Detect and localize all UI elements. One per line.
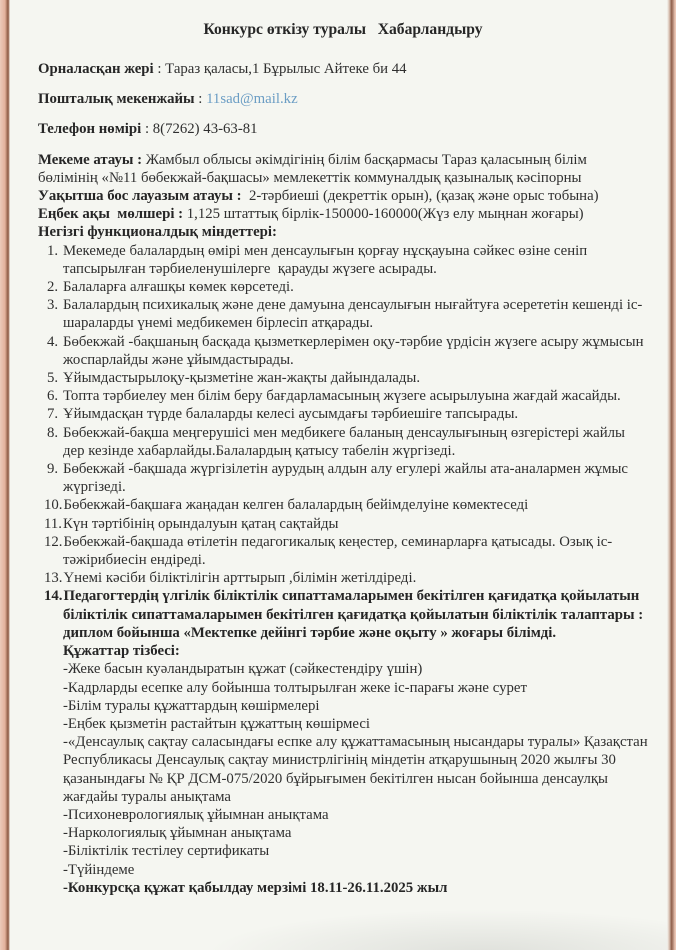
duty-item <box>38 569 648 587</box>
phone-value: : 8(7262) 43-63-81 <box>141 121 258 138</box>
duty-item <box>38 405 648 423</box>
vacancy-row <box>38 187 648 205</box>
document-list-item: -Наркологиялық ұйымнан анықтама <box>63 825 292 842</box>
duty-number: 4. <box>47 333 59 350</box>
duty-text: Күн тәртібінің орындалуын қатаң сақтайды <box>62 515 339 532</box>
duties-list <box>38 242 648 642</box>
email-separator: : <box>194 91 207 108</box>
duty-text: Мекемеде балалардың өмірі мен денсаулығын қорғау нұсқауына сәйкес өзіне сеніп тапсырылған тәрбиеленушілерге қарауды жүзеге асырады. <box>63 242 591 277</box>
salary-label: Еңбек ақы мөлшері : <box>38 206 184 223</box>
duty-number: 8. <box>47 424 59 441</box>
salary-row <box>38 205 648 223</box>
documents-list <box>38 660 652 878</box>
vacancy-value: 2-тәрбиеші (декреттік орын), (қазақ және орыс тобына) <box>241 188 599 205</box>
duty-number: 11. <box>44 515 62 532</box>
duty-text: Бөбекжай -бақшада жүргізілетін аурудың алдын алу егулері жайлы ата-аналармен жұмыс жүргізеді. <box>63 461 632 496</box>
duty-item <box>38 533 648 569</box>
email-label: Пошталық мекенжайы <box>38 91 195 108</box>
scan-shadow <box>10 904 667 950</box>
document-list-item: -Жеке басын куәландыратын құжат (сәйкестендіру үшін) <box>63 661 423 678</box>
document-list-item: -Біліктілік тестілеу сертификаты <box>63 843 270 860</box>
duty-text: Педагогтердің үлгілік біліктілік сипаттамаларымен бекітілген қағидатқа қойылатын біліктілік сипаттамаларымен бекітілген қағидатқа қойылатын біліктілік талаптары : диплом бойынша «Мектепке дейінгі тәрбие және оқыту » жоғары білімді. <box>63 588 647 641</box>
vacancy-label: Уақытша бос лауазым атауы : <box>38 188 242 205</box>
duty-text: Бөбекжай -бақшаның басқада қызметкерлерімен оқу-тәрбие үрдісін жүзеге асыру жұмысын жоспарлайды және ұйымдастырады. <box>63 333 648 368</box>
organization-label: Мекеме атауы : <box>38 151 143 168</box>
email-link[interactable]: 11sad@mail.kz <box>206 91 298 108</box>
duty-item <box>38 369 648 387</box>
organization-row <box>38 151 648 187</box>
duty-item <box>38 496 648 514</box>
deadline-line: -Конкурсқа құжат қабылдау мерзімі 18.11-26.11.2025 жыл <box>63 879 448 896</box>
documents-heading: Құжаттар тізбесі: <box>63 643 180 660</box>
duty-item <box>38 587 648 642</box>
email-row <box>38 90 648 108</box>
duty-item <box>38 278 648 296</box>
duty-number: 10. <box>44 497 63 514</box>
duty-text: Топта тәрбиелеу мен білім беру бағдарламасының жүзеге асырылуына жағдай жасайды. <box>63 388 621 405</box>
phone-row <box>38 120 648 138</box>
duty-number: 1. <box>47 242 59 259</box>
location-value: : Тараз қаласы,1 Бұрылыс Айтеке би 44 <box>153 61 407 77</box>
duty-number: 3. <box>47 297 59 314</box>
document-list-item: -Психоневрологиялық ұйымнан анықтама <box>63 806 329 823</box>
document-title: Конкурс өткізу туралы Хабарландыру <box>203 21 483 38</box>
duty-number: 13. <box>44 570 63 587</box>
duty-text: Бөбекжай-бақша меңгерушісі мен медбикеге баланың денсаулығының өзгерістері жайлы дер кезінде хабарлайды.Балалардың қатысу табелін жүргізеді. <box>63 424 629 459</box>
duty-number: 2. <box>47 279 59 296</box>
duty-item <box>38 424 648 460</box>
duty-text: Ұйымдасқан түрде балаларды келесі аусымдағы тәрбиешіге тапсырады. <box>63 406 519 423</box>
duty-item <box>38 242 648 278</box>
salary-value: 1,125 штаттық бірлік-150000-160000(Жүз елу мыңнан жоғары) <box>183 206 584 223</box>
duty-text: Бөбекжай-бақшада өтілетін педагогикалық кеңестер, семинарларға қатысады. Озық іс-тәжірибиесін ендіреді. <box>63 533 613 569</box>
duty-number: 9. <box>47 461 59 478</box>
duties-heading: Негізгі функционалдық міндеттері: <box>38 224 277 241</box>
document-list-item: -Білім туралы құжаттардың көшірмелері <box>63 697 320 714</box>
location-label: Орналасқан жері <box>38 61 154 77</box>
duty-text: Бөбекжай-бақшаға жаңадан келген балалардың бейімделуіне көмектеседі <box>63 497 529 514</box>
duty-text: Ұйымдастырылоқу-қызметіне жан-жақты дайындалады. <box>63 370 421 387</box>
duty-text: Балаларға алғашқы көмек көрсетеді. <box>63 279 294 296</box>
organization-value: Жамбыл облысы әкімдігінің білім басқармасы Тараз қаласының білім бөлімінің «№11 бөбекжай-бақшасы» мемлекеттік коммуналдық қазыналық кәсіпорны <box>38 151 591 186</box>
duty-item <box>38 515 648 533</box>
duty-number: 6. <box>47 388 59 405</box>
document-list-item: -Түйіндеме <box>63 861 135 878</box>
document-list-item: -«Денсаулық сақтау саласындағы еспке алу құжаттамасының нысандары туралы» Қазақстан Республикасы Денсаулық сақтау министрлігінің міндетін атқарушының 2020 жылғы 30 қазанындағы № ҚР ДСМ-075/2020 бұйрығымен бекітілген нысан бойынша денсаулқы жағдайы туралы анықтама <box>63 734 652 805</box>
location-row <box>38 60 648 78</box>
duty-item <box>38 333 648 369</box>
document-list-item: -Кадрларды есепке алу бойынша толтырылған жеке іс-парағы және сурет <box>63 679 527 696</box>
document-list-item: -Еңбек қызметін растайтын құжаттың көшірмесі <box>63 715 370 732</box>
duty-number: 12. <box>44 533 63 550</box>
duty-number: 7. <box>47 406 59 423</box>
duty-number: 14. <box>44 588 63 605</box>
duty-item <box>38 296 648 332</box>
duty-number: 5. <box>47 370 59 387</box>
duty-text: Балалардың психикалық және дене дамуына денсаулығын нығайтуға әсерететін кешенді іс-шараларды үнемі медбикемен бірлесіп атқарады. <box>63 297 643 332</box>
phone-label: Телефон нөмірі <box>38 121 142 138</box>
duty-text: Үнемі кәсіби біліктілігін арттырып ,білімін жетілдіреді. <box>63 570 417 587</box>
duty-item <box>38 387 648 405</box>
duty-item <box>38 460 648 496</box>
